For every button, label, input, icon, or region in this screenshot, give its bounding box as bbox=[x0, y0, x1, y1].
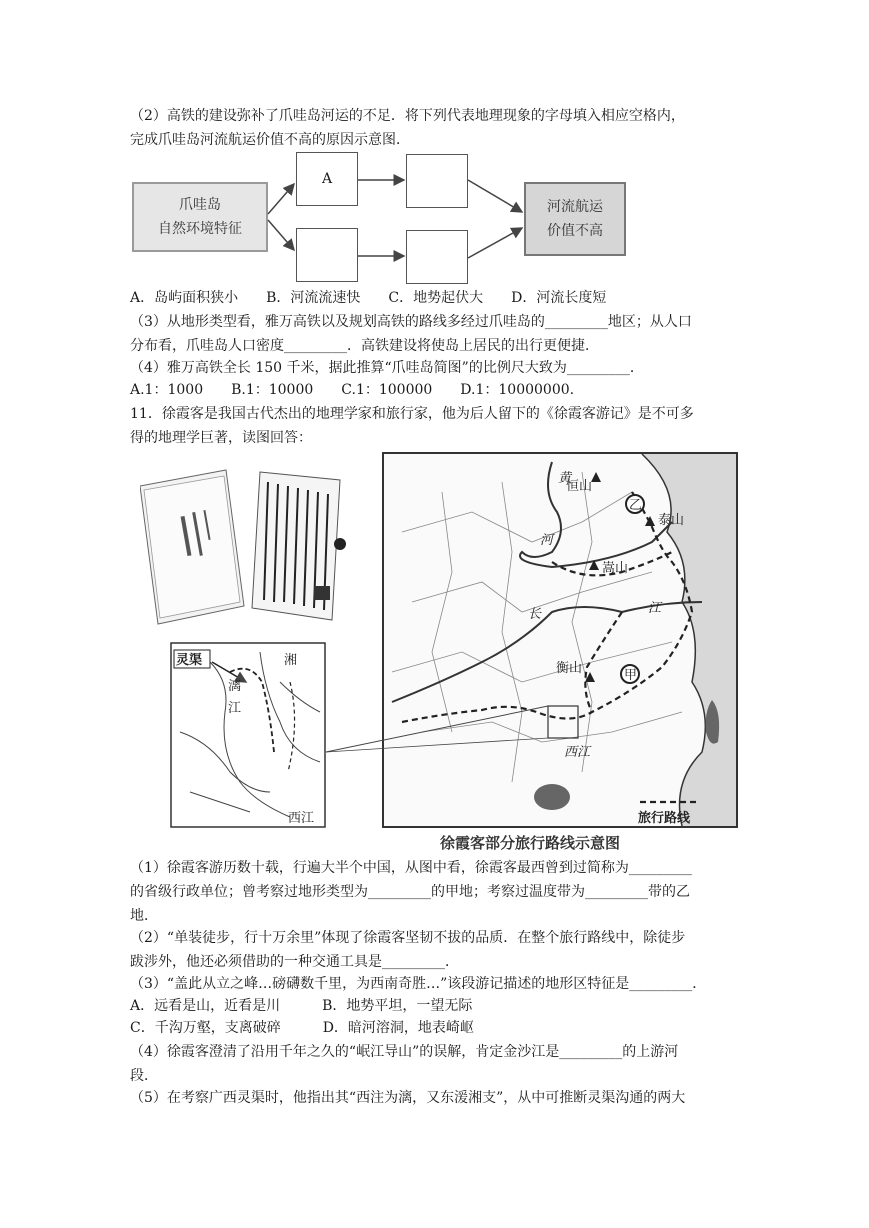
book-photo bbox=[140, 468, 370, 628]
q10-sub3-line1: （3）从地形类型看，雅万高铁以及规划高铁的路线多经过爪哇岛的_________地区；从人口 bbox=[130, 314, 692, 330]
q11-sub1-line1: （1）徐霞客游历数十载，行遍大半个中国，从图中看，徐霞客最西曾到过简称为_________ bbox=[130, 860, 692, 876]
label-taishan: 泰山 bbox=[658, 513, 685, 528]
map-legend-label: 旅行路线 bbox=[638, 811, 691, 826]
label-jia: 甲 bbox=[624, 668, 638, 683]
q10-sub2-line1: （2）高铁的建设弥补了爪哇岛河运的不足．将下列代表地理现象的字母填入相应空格内， bbox=[130, 108, 685, 124]
q11-sub2-line2: 跋涉外，他还必须借助的一种交通工具是_________． bbox=[130, 954, 459, 970]
label-hengshan-south: 衡山 bbox=[556, 661, 583, 676]
q11-intro-line1: 11．徐霞客是我国古代杰出的地理学家和旅行家，他为后人留下的《徐霞客游记》是不可多 bbox=[130, 406, 694, 422]
lingqu-inset-map bbox=[170, 642, 326, 828]
q11-sub3-options-1: A．远看是山，近看是川 B．地势平坦，一望无际 bbox=[130, 998, 473, 1014]
q10-sub4-line1: （4）雅万高铁全长 150 千米，据此推算“爪哇岛简图”的比例尺大致为_________． bbox=[130, 360, 644, 376]
arrow-blank2-to-end bbox=[468, 180, 522, 212]
q11-intro-line2: 得的地理学巨著，读图回答： bbox=[130, 430, 312, 446]
q11-sub1-line2: 的省级行政单位；曾考察过地形类型为_________的甲地；考察过温度带为_________带的乙 bbox=[130, 884, 690, 900]
q11-sub4-line2: 段． bbox=[130, 1068, 158, 1084]
label-jiang: 江 bbox=[648, 601, 662, 616]
inset-label-xijiang: 西江 bbox=[288, 811, 315, 826]
flow-end-line2: 价值不高 bbox=[547, 223, 603, 239]
label-chang: 长 bbox=[528, 607, 542, 622]
flow-start-line1: 爪哇岛 bbox=[179, 197, 221, 213]
inset-label-xiang: 湘 bbox=[284, 653, 298, 668]
arrow-start-to-a bbox=[268, 184, 294, 214]
flow-start-line2: 自然环境特征 bbox=[158, 221, 242, 237]
q11-sub2-line1: （2）“单装徒步，行十万余里”体现了徐霞客坚韧不拔的品质．在整个旅行路线中，除徒步 bbox=[130, 930, 686, 946]
q10-sub2-options: A．岛屿面积狭小 B．河流流速快 C．地势起伏大 D．河流长度短 bbox=[130, 290, 607, 306]
q11-sub5-line1: （5）在考察广西灵渠时，他指出其“西注为漓，又东湲湘支”，从中可推断灵渠沟通的两大 bbox=[130, 1090, 686, 1106]
flow-end-line1: 河流航运 bbox=[547, 199, 603, 215]
label-hengshan-north: 恒山 bbox=[566, 479, 593, 494]
inset-label-lingqu: 灵渠 bbox=[176, 653, 203, 668]
arrow-start-to-blank1 bbox=[268, 220, 294, 250]
label-songshan: 嵩山 bbox=[602, 561, 629, 576]
map-caption: 徐霞客部分旅行路线示意图 bbox=[440, 834, 621, 852]
q11-sub3-line1: （3）“盖此从立之峰…磅礴数千里，为西南奇胜…”该段游记描述的地形区特征是_________． bbox=[130, 976, 707, 992]
label-huang: 黄 bbox=[558, 471, 572, 486]
q11-sub3-options-2: C．千沟万壑，支离破碎 D．暗河溶洞，地表崎岖 bbox=[130, 1020, 474, 1036]
q11-sub4-line1: （4）徐霞客澄清了沿用千年之久的“岷江导山”的误解，肯定金沙江是_________的上游河 bbox=[130, 1044, 679, 1060]
inset-label-li: 漓 bbox=[228, 679, 242, 694]
q10-sub3-line2: 分布看，爪哇岛人口密度_________．高铁建设将使岛上居民的出行更便捷． bbox=[130, 338, 599, 354]
flow-box-a-label: A bbox=[321, 171, 333, 187]
inset-label-li-jiang: 江 bbox=[228, 701, 242, 716]
q10-sub2-line2: 完成爪哇岛河流航运价值不高的原因示意图． bbox=[130, 132, 410, 148]
arrow-blank3-to-end bbox=[468, 228, 522, 258]
label-yi: 乙 bbox=[629, 498, 643, 513]
travel-route-map bbox=[382, 452, 738, 832]
label-he: 河 bbox=[540, 533, 554, 548]
flow-arrows bbox=[0, 0, 869, 320]
label-xijiang: 西江 bbox=[564, 745, 591, 760]
q10-sub4-options: A.1：1000 B.1：10000 C.1：100000 D.1：10000000. bbox=[130, 382, 575, 398]
q11-sub1-line3: 地． bbox=[130, 908, 158, 924]
